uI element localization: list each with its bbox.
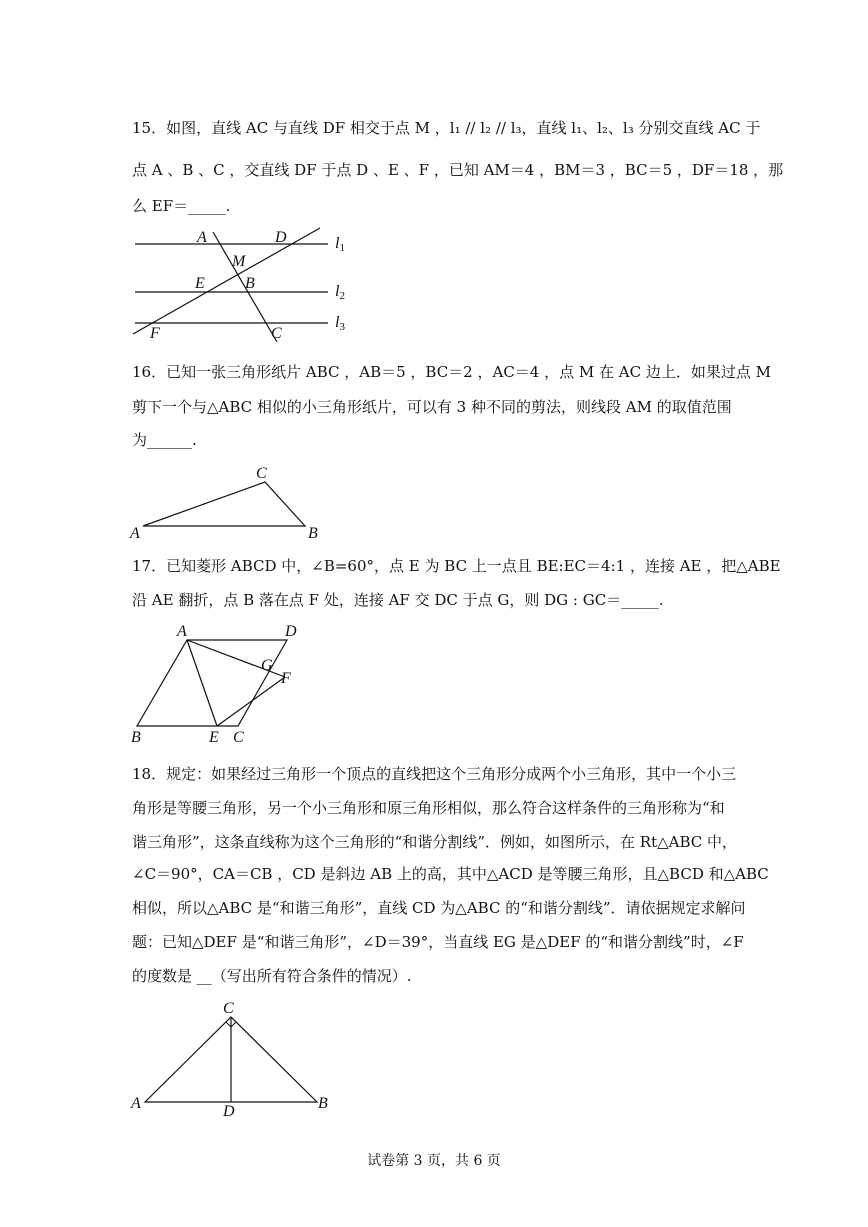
q18-line-1: 18．规定：如果经过三角形一个顶点的直线把这个三角形分成两个小三角形，其中一个小三 (132, 765, 737, 783)
q18-line-7: 的度数是 __（写出所有符合条件的情况）. (132, 967, 412, 985)
q15-label-M: M (232, 253, 246, 270)
q17-figure (125, 620, 315, 748)
q18-line-5: 相似，所以△ABC 是“和谐三角形”，直线 CD 为△ABC 的“和谐分割线”．请依据规定求解问 (132, 899, 746, 917)
q15-label-D: D (275, 229, 287, 246)
q18-line-2: 角形是等腰三角形，另一个小三角形和原三角形相似，那么符合这样条件的三角形称为“和 (132, 799, 725, 817)
q17-label-C: C (233, 729, 244, 746)
q17-label-E: E (209, 729, 219, 746)
q16-line-2: 剪下一个与△ABC 相似的小三角形纸片，可以有 3 种不同的剪法，则线段 AM 的取值范围 (132, 398, 732, 416)
q15-figure (125, 222, 365, 347)
q16-figure (125, 460, 335, 545)
q16-line-3: 为______. (132, 431, 197, 449)
q15-line-3: 么 EF＝_____. (132, 197, 231, 215)
q18-label-D: D (223, 1103, 235, 1120)
q18-label-C: C (223, 1000, 234, 1017)
q17-line-1: 17．已知菱形 ABCD 中，∠B=60°，点 E 为 BC 上一点且 BE:EC＝4:1 ，连接 AE ，把△ABE (132, 557, 781, 575)
q15-line-1: 15．如图，直线 AC 与直线 DF 相交于点 M ，l₁ // l₂ // l₃，直线 l₁、l₂、l₃ 分别交直线 AC 于 (132, 119, 761, 137)
q16-label-C: C (256, 465, 267, 482)
q15-label-B: B (245, 275, 255, 292)
q16-line-1: 16．已知一张三角形纸片 ABC ，AB＝5 ，BC＝2 ，AC＝4 ，点 M 在 AC 边上．如果过点 M (132, 363, 771, 381)
q15-line-2: 点 A 、B 、C ，交直线 DF 于点 D 、E 、F ，已知 AM＝4 ，BM＝3 ，BC＝5 ，DF＝18 ，那 (132, 161, 784, 179)
q17-label-F: F (281, 670, 291, 687)
q18-label-A: A (131, 1095, 141, 1112)
q16-label-B: B (308, 525, 318, 542)
q17-label-G: G (261, 657, 273, 674)
q18-line-3: 谐三角形”，这条直线称为这个三角形的“和谐分割线”．例如，如图所示，在 Rt△ABC 中， (132, 833, 738, 851)
q18-line-6: 题：已知△DEF 是“和谐三角形”，∠D＝39°，当直线 EG 是△DEF 的“和谐分割线”时，∠F (132, 933, 744, 951)
q15-label-l2: l2 (335, 283, 345, 302)
q15-label-C: C (271, 325, 282, 342)
q17-label-B: B (131, 729, 141, 746)
q17-line-2: 沿 AE 翻折，点 B 落在点 F 处，连接 AF 交 DC 于点 G，则 DG : GC＝_____. (132, 591, 664, 609)
q15-label-l3: l3 (335, 314, 345, 333)
q17-label-A: A (177, 623, 187, 640)
q15-label-E: E (195, 275, 205, 292)
q15-label-l1: l1 (335, 235, 345, 254)
page-footer: 试卷第 3 页，共 6 页 (367, 1153, 501, 1169)
q18-line-4: ∠C＝90°，CA＝CB ，CD 是斜边 AB 上的高，其中△ACD 是等腰三角形，且△BCD 和△ABC (132, 865, 769, 883)
q18-label-B: B (318, 1095, 328, 1112)
q15-label-A: A (197, 229, 207, 246)
q16-label-A: A (130, 525, 140, 542)
q18-figure (125, 995, 340, 1120)
q15-label-F: F (150, 325, 160, 342)
q17-label-D: D (285, 623, 297, 640)
